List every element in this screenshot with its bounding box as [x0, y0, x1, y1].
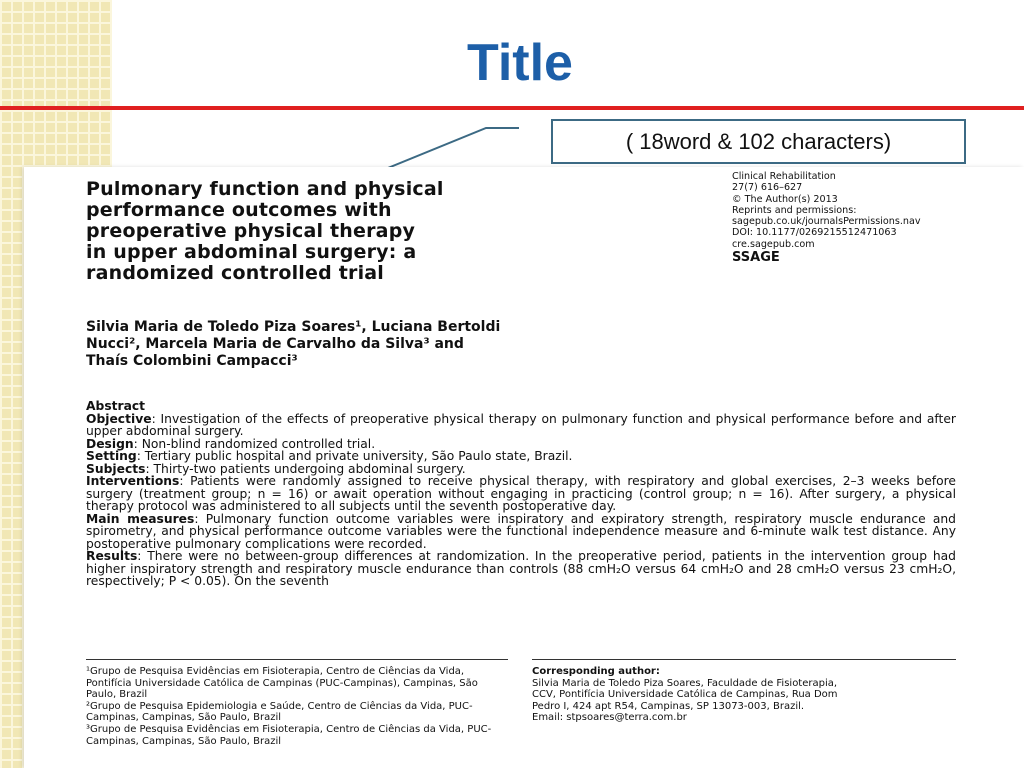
- paper-title-line: in upper abdominal surgery: a: [86, 241, 417, 263]
- corresponding-divider: [532, 659, 956, 660]
- corresponding-author: [532, 666, 962, 724]
- journal-line: 27(7) 616–627: [732, 182, 803, 194]
- paper-page: [24, 167, 1024, 768]
- interventions-label: Interventions: [86, 474, 180, 488]
- abstract-measures: [86, 513, 956, 551]
- interventions-text: : Patients were randomly assigned to receive physical therapy, with respiratory and global exercises, 2–3 weeks before surgery (treatment group; n = 16) or await operation without engaging in practicing (control group; n = 16). After surgery, a physical therapy protocol was administered to all subjects until the seventh postoperative day.: [86, 474, 956, 513]
- corresponding-line: Silvia Maria de Toledo Piza Soares, Faculdade de Fisioterapia,: [532, 677, 838, 689]
- journal-line: © The Author(s) 2013: [732, 193, 838, 205]
- abstract-interventions: [86, 475, 956, 513]
- author-list: [86, 319, 726, 370]
- measures-text: : Pulmonary function outcome variables were inspiratory and expiratory strength, respiratory muscle endurance and spirometry, and physical performance outcome variables were the functional independence measure and 6-minute walk test distance. Any postoperative pulmonary complications were recorded.: [86, 511, 956, 551]
- measures-label: Main measures: [86, 511, 195, 526]
- footnote: ¹Grupo de Pesquisa Evidências em Fisioterapia, Centro de Ciências da Vida, Pontifícia Universidade Católica de Campinas (PUC-Campinas), Campinas, São Paulo, Brazil: [86, 666, 478, 701]
- callout-box: ( 18word & 102 characters): [551, 119, 966, 164]
- author-line: Nucci², Marcela Maria de Carvalho da Silva³ and: [86, 336, 464, 352]
- journal-line: sagepub.co.uk/journalsPermissions.nav: [732, 216, 921, 228]
- subjects-text: : Thirty-two patients undergoing abdominal surgery.: [145, 461, 466, 476]
- corresponding-line: CCV, Pontifícia Universidade Católica de Campinas, Rua Dom: [532, 689, 838, 701]
- footnote: ³Grupo de Pesquisa Evidências em Fisioterapia, Centro de Ciências da Vida, PUC-Campinas, Campinas, São Paulo, Brazil: [86, 723, 492, 747]
- design-text: : Non-blind randomized controlled trial.: [133, 436, 376, 451]
- paper-title-line: performance outcomes with: [86, 199, 392, 221]
- affiliation-footnotes: [86, 666, 511, 747]
- footnote: ²Grupo de Pesquisa Epidemiologia e Saúde, Centro de Ciências da Vida, PUC-Campinas, Campinas, São Paulo, Brazil: [86, 700, 473, 724]
- subjects-label: Subjects: [86, 461, 146, 476]
- abstract-objective: [86, 413, 956, 438]
- paper-title-line: Pulmonary function and physical: [86, 178, 444, 200]
- paper-title-line: preoperative physical therapy: [86, 220, 416, 242]
- footnote-divider: [86, 659, 508, 660]
- results-text: : There were no between-group differences at randomization. In the preoperative period, patients in the intervention group had higher inspiratory strength and respiratory muscle endurance than controls (88 cmH₂O versus 64 cmH₂O and 28 cmH₂O versus 23 cmH₂O, respectively; P < 0.05). On the seventh: [86, 549, 956, 588]
- slide-title: Title: [467, 34, 573, 92]
- author-line: Silvia Maria de Toledo Piza Soares¹, Luciana Bertoldi: [86, 319, 501, 335]
- objective-text: : Investigation of the effects of preoperative physical therapy on pulmonary function and physical performance before and after upper abdominal surgery.: [86, 411, 956, 438]
- design-label: Design: [86, 436, 134, 451]
- corresponding-line: Pedro I, 424 apt R54, Campinas, SP 13073-003, Brazil.: [532, 700, 805, 712]
- journal-line: DOI: 10.1177/0269215512471063: [732, 227, 897, 239]
- objective-label: Objective: [86, 411, 152, 426]
- journal-info: [732, 171, 1012, 266]
- corresponding-label: Corresponding author:: [532, 666, 660, 677]
- journal-line: Reprints and permissions:: [732, 204, 857, 216]
- abstract: [86, 400, 956, 588]
- journal-line: cre.sagepub.com: [732, 238, 815, 250]
- setting-label: Setting: [86, 449, 137, 463]
- journal-line: Clinical Rehabilitation: [732, 171, 836, 182]
- results-label: Results: [86, 549, 138, 563]
- abstract-results: [86, 550, 956, 588]
- paper-title-line: randomized controlled trial: [86, 262, 385, 284]
- publisher-logo: SSAGE: [732, 250, 780, 266]
- paper-title: [86, 179, 686, 284]
- author-line: Thaís Colombini Campacci³: [86, 353, 298, 369]
- corresponding-email: Email: stpsoares@terra.com.br: [532, 712, 687, 724]
- setting-text: : Tertiary public hospital and private university, São Paulo state, Brazil.: [136, 449, 573, 463]
- abstract-heading: Abstract: [86, 399, 146, 413]
